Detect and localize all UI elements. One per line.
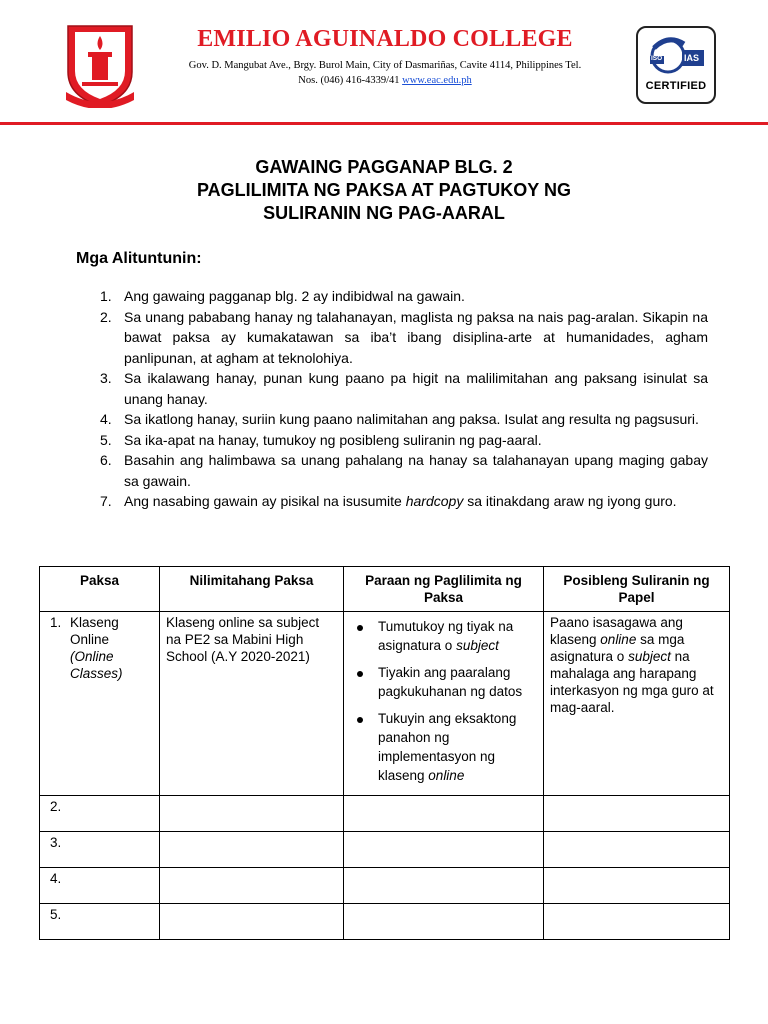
bullet-icon bbox=[357, 625, 363, 631]
suliranin-text: na mahalaga ang harapang interkasyon ng mga guro at mag-aaral. bbox=[550, 649, 714, 715]
cell-nilimitahang-paksa[interactable]: Klaseng online sa subject na PE2 sa Mabini High School (A.Y 2020-2021) bbox=[160, 612, 344, 796]
cell-paksa[interactable] bbox=[40, 904, 160, 940]
instruction-text-post: sa itinakdang araw ng iyong guro. bbox=[463, 493, 677, 509]
college-address bbox=[160, 58, 610, 88]
instruction-text: Sa unang pababang hanay ng talahanayan, maglista ng paksa na nais pag-aralan. Sikapin na bawat paksa ay kumakatawan sa iba’t ibang disiplina-arte at humanidades, agham panlipunan, at agham at teknolohiya. bbox=[124, 308, 708, 366]
instruction-item bbox=[76, 368, 708, 409]
instruction-text: Sa ikatlong hanay, suriin kung paano nalimitahan ang paksa. Isulat ang resulta ng pagsusuri. bbox=[124, 411, 699, 427]
instruction-text: Ang gawaing pagganap blg. 2 ay indibidwal na gawain. bbox=[124, 288, 465, 304]
row-number: 1. bbox=[50, 615, 62, 630]
title-line-3: SULIRANIN NG PAG-AARAL bbox=[263, 203, 505, 223]
list-item bbox=[350, 709, 537, 785]
cell-suliranin[interactable] bbox=[544, 796, 730, 832]
suliranin-em: subject bbox=[628, 649, 671, 664]
paraan-text: Tiyakin ang paaralang pagkukuhanan ng datos bbox=[378, 665, 523, 699]
college-name: EMILIO AGUINALDO COLLEGE bbox=[197, 26, 573, 52]
title-line-2: PAGLILIMITA NG PAKSA AT PAGTUKOY NG bbox=[197, 180, 571, 200]
row-number: 3. bbox=[50, 835, 62, 850]
instruction-number: 4. bbox=[100, 411, 112, 427]
paraan-text: Tumutukoy ng tiyak na asignatura o bbox=[378, 619, 514, 653]
list-item bbox=[350, 663, 537, 701]
title-line-1: GAWAING PAGGANAP BLG. 2 bbox=[255, 157, 513, 177]
instruction-item bbox=[76, 307, 708, 369]
instruction-text: Basahin ang halimbawa sa unang pahalang na hanay sa talahanayan upang maging gabay sa gawain. bbox=[124, 452, 708, 489]
table-row bbox=[40, 904, 730, 940]
cell-suliranin[interactable] bbox=[544, 832, 730, 868]
instruction-text-pre: Ang nasabing gawain ay pisikal na isusumite bbox=[124, 493, 406, 509]
bullet-icon bbox=[357, 717, 363, 723]
instruction-item bbox=[76, 450, 708, 491]
cell-paksa[interactable] bbox=[40, 612, 160, 796]
header-divider bbox=[0, 122, 768, 125]
cell-paraan[interactable] bbox=[344, 868, 544, 904]
cell-nilimitahang-paksa[interactable] bbox=[160, 796, 344, 832]
instructions-heading: Mga Alituntunin: bbox=[76, 250, 202, 267]
instruction-text: Sa ika-apat na hanay, tumukoy ng posibleng suliranin ng pag-aaral. bbox=[124, 431, 542, 448]
college-seal-icon bbox=[62, 22, 138, 108]
cell-nilimitahang-paksa[interactable] bbox=[160, 832, 344, 868]
paksa-translation: (Online Classes) bbox=[70, 649, 123, 681]
cell-paraan[interactable] bbox=[344, 904, 544, 940]
instruction-number: 1. bbox=[100, 288, 112, 304]
letterhead bbox=[0, 0, 768, 128]
bullet-icon bbox=[357, 671, 363, 677]
paksa-text: Klaseng Online bbox=[70, 615, 119, 647]
row-number: 2. bbox=[50, 799, 62, 814]
cell-paraan[interactable] bbox=[344, 796, 544, 832]
certification-badge bbox=[636, 26, 716, 104]
instruction-item bbox=[76, 430, 708, 451]
instruction-number: 6. bbox=[100, 452, 112, 468]
cell-paksa[interactable] bbox=[40, 868, 160, 904]
instruction-number: 5. bbox=[100, 431, 112, 448]
paraan-em: subject bbox=[456, 638, 499, 653]
table-header-row bbox=[40, 567, 730, 612]
instruction-number: 3. bbox=[100, 370, 112, 386]
ias-label: IAS bbox=[684, 53, 700, 63]
cell-nilimitahang-paksa[interactable] bbox=[160, 904, 344, 940]
header-paraan: Paraan ng Paglilimita ng Paksa bbox=[344, 567, 544, 612]
phone-numbers: Nos. (046) 416-4339/41 bbox=[298, 75, 403, 86]
certified-label: CERTIFIED bbox=[645, 80, 707, 92]
table-row bbox=[40, 868, 730, 904]
paraan-em: online bbox=[428, 768, 465, 783]
suliranin-em: online bbox=[600, 632, 637, 647]
instruction-item bbox=[76, 491, 708, 512]
row-number: 4. bbox=[50, 871, 62, 886]
table-row bbox=[40, 796, 730, 832]
header-paksa: Paksa bbox=[40, 567, 160, 612]
cell-suliranin[interactable] bbox=[544, 904, 730, 940]
table-row bbox=[40, 612, 730, 796]
suliranin-text: sa mga asignatura o bbox=[550, 632, 685, 664]
table-row bbox=[40, 832, 730, 868]
topic-matrix-table bbox=[39, 566, 730, 940]
paraan-list bbox=[350, 617, 537, 785]
cell-paksa[interactable] bbox=[40, 832, 160, 868]
header-nilimitahang-paksa: Nilimitahang Paksa bbox=[160, 567, 344, 612]
iso-label: ISO bbox=[651, 55, 663, 62]
instruction-item bbox=[76, 409, 708, 430]
row-number: 5. bbox=[50, 907, 62, 922]
address-line-1: Gov. D. Mangubat Ave., Brgy. Burol Main, City of Dasmariñas, Cavite 4114, Philippines Tel. bbox=[188, 60, 582, 71]
cell-paraan[interactable] bbox=[344, 612, 544, 796]
cell-nilimitahang-paksa[interactable] bbox=[160, 868, 344, 904]
cell-suliranin[interactable] bbox=[544, 868, 730, 904]
list-item bbox=[350, 617, 537, 655]
instructions-list bbox=[76, 286, 708, 512]
instruction-number: 2. bbox=[100, 308, 112, 325]
instruction-item bbox=[76, 286, 708, 307]
header-suliranin: Posibleng Suliranin ng Papel bbox=[544, 567, 730, 612]
suliranin-text: Paano isasagawa ang klaseng bbox=[550, 615, 683, 647]
address-line-2 bbox=[160, 73, 610, 88]
instruction-text: Sa ikalawang hanay, punan kung paano pa higit na malilimitahan ang paksang isinulat sa unang hanay. bbox=[124, 370, 708, 407]
cell-suliranin[interactable] bbox=[544, 612, 730, 796]
document-title bbox=[100, 156, 668, 225]
website-link[interactable]: www.eac.edu.ph bbox=[402, 75, 472, 86]
cell-paksa[interactable] bbox=[40, 796, 160, 832]
instruction-text-em: hardcopy bbox=[405, 493, 464, 509]
paraan-text: Tukuyin ang eksaktong panahon ng implementasyon ng klaseng bbox=[378, 711, 517, 783]
instruction-number: 7. bbox=[100, 493, 112, 509]
iso-certification-icon bbox=[638, 30, 714, 80]
cell-paraan[interactable] bbox=[344, 832, 544, 868]
